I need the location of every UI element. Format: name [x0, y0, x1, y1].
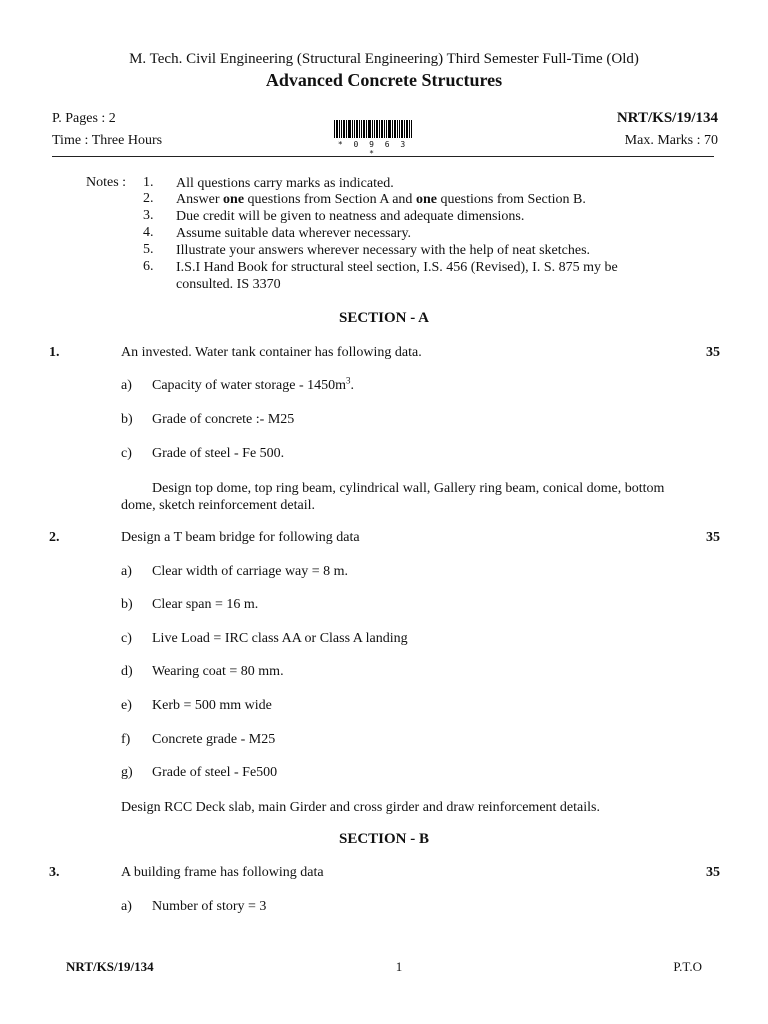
sub-item-text: Live Load = IRC class AA or Class A landing: [152, 631, 408, 646]
note-text: Due credit will be given to neatness and adequate dimensions.: [176, 209, 525, 224]
question-text: A building frame has following data: [121, 865, 324, 880]
max-marks: Max. Marks : 70: [624, 133, 718, 148]
paper-code: NRT/KS/19/134: [616, 110, 718, 126]
sub-item-text: Capacity of water storage - $1450m^3$.: [152, 375, 354, 393]
note-text: Illustrate your answers wherever necessary with the help of neat sketches.: [176, 243, 591, 258]
note-number: 5.: [143, 242, 154, 257]
sub-item-text: Number of story = 3: [152, 899, 267, 914]
section-a-heading: SECTION - A: [338, 310, 430, 326]
course-line: M. Tech. Civil Engineering (Structural Engineering) Third Semester Full-Time (Old): [129, 51, 639, 67]
sub-item-label: b): [121, 597, 133, 612]
sub-item-text: Clear span = 16 m.: [152, 597, 259, 612]
note-number: 2.: [143, 191, 154, 206]
sub-item-label: c): [121, 446, 132, 461]
note-text: Answer one questions from Section A and one questions from Section B.: [176, 192, 586, 207]
note-number: 4.: [143, 225, 154, 240]
page-count: P. Pages : 2: [52, 111, 116, 126]
question-text: An invested. Water tank container has following data.: [121, 345, 422, 360]
question-marks: 35: [706, 865, 720, 880]
question-design-text: Design RCC Deck slab, main Girder and cross girder and draw reinforcement details.: [121, 800, 600, 815]
footer-paper-code: NRT/KS/19/134: [66, 959, 154, 974]
sub-item-label: a): [121, 564, 132, 579]
sub-item-label: e): [121, 698, 132, 713]
question-text: Design a T beam bridge for following data: [121, 530, 360, 545]
exam-time: Time : Three Hours: [52, 133, 163, 148]
barcode-number: * 0 9 6 3 *: [337, 140, 409, 158]
note-text: All questions carry marks as indicated.: [176, 176, 394, 191]
sub-item-text: Grade of steel - Fe500: [152, 765, 278, 780]
sub-item-label: f): [121, 732, 131, 747]
sub-item-text: Wearing coat = 80 mm.: [152, 664, 284, 679]
note-number: 1.: [143, 175, 154, 190]
question-number: 3.: [49, 865, 60, 880]
section-b-heading: SECTION - B: [338, 831, 430, 847]
header-rule: [52, 156, 714, 157]
sub-item-label: c): [121, 631, 132, 646]
paper-title: Advanced Concrete Structures: [265, 70, 503, 90]
sub-item-text: Grade of steel - Fe 500.: [152, 446, 285, 461]
footer-page-number: 1: [395, 959, 403, 974]
sub-item-text: Concrete grade - M25: [152, 732, 276, 747]
sub-item-label: a): [121, 899, 132, 914]
footer-pto: P.T.O: [673, 959, 702, 974]
question-marks: 35: [706, 345, 720, 360]
notes-label: Notes :: [86, 175, 127, 190]
sub-item-text: Clear width of carriage way = 8 m.: [152, 564, 349, 579]
question-marks: 35: [706, 530, 720, 545]
sub-item-text: Kerb = 500 mm wide: [152, 698, 272, 713]
note-number: 6.: [143, 259, 154, 274]
sub-item-label: d): [121, 664, 133, 679]
question-number: 1.: [49, 345, 60, 360]
question-design-text: Design top dome, top ring beam, cylindrical wall, Gallery ring beam, conical dome, bottom dome, sketch reinforcement detail.: [121, 481, 665, 513]
sub-item-label: b): [121, 412, 133, 427]
sub-item-label: a): [121, 378, 132, 393]
note-number: 3.: [143, 208, 154, 223]
note-text: Assume suitable data wherever necessary.: [176, 226, 412, 241]
barcode-image: [334, 120, 412, 142]
note-text: I.S.I Hand Book for structural steel section, I.S. 456 (Revised), I. S. 875 my be consulted. IS 3370: [176, 260, 618, 292]
sub-item-label: g): [121, 765, 133, 780]
question-number: 2.: [49, 530, 60, 545]
sub-item-text: Grade of concrete :- M25: [152, 412, 295, 427]
